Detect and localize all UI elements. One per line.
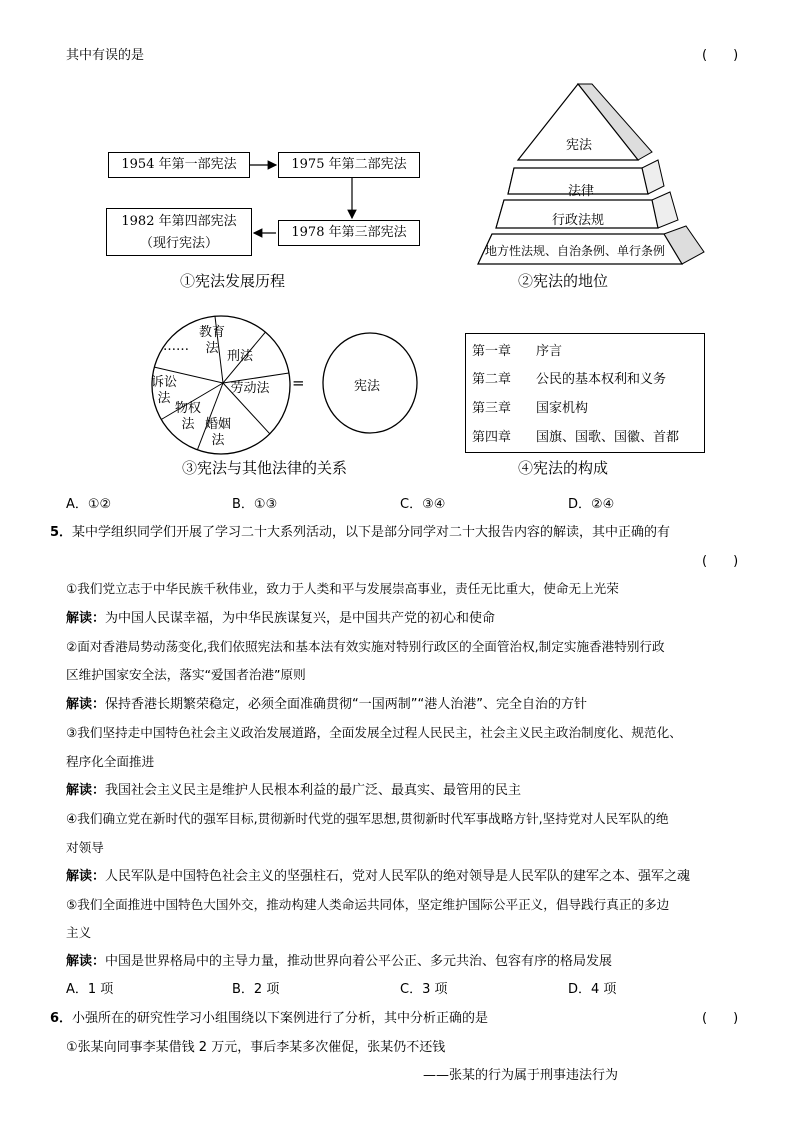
q5-item-text: ②面对香港局势动荡变化,我们依照宪法和基本法有效实施对特别行政区的全面管治权,制定实施香港特别行政 [66,639,665,654]
q4-answer-paren: ( ) [702,48,739,63]
q4-option-a[interactable]: A．①② [66,497,112,512]
interpretation-label: 解读： [66,611,106,626]
pie-slice-label: 诉讼法 [150,375,178,406]
q5-stem-text: 某中学组织同学们开展了学习二十大系列活动，以下是部分同学对二十大报告内容的解读，其中正确的有 [72,525,671,540]
pie-slice-label: 劳动法 [230,381,270,396]
chapter-number: 第一章 [472,344,512,359]
q5-item-text: 程序化全面推进 [66,754,155,769]
q4-option-b[interactable]: B．①③ [232,497,278,512]
chapter-title: 序言 [536,344,563,359]
chapter-number: 第四章 [472,430,512,445]
q5-item-text: 主义 [66,925,92,940]
q6-answer-paren: ( ) [702,1011,739,1026]
q4-stem: 其中有误的是 [66,48,145,63]
q6-number: 6． [50,1011,73,1026]
q5-option-d[interactable]: D．4 项 [568,982,617,997]
q6-case-1: ①张某向同事李某借钱 2 万元，事后李某多次催促，张某仍不还钱 [66,1040,446,1055]
caption-fig1: ①宪法发展历程 [180,272,286,290]
q5-interpretation [66,865,690,884]
q5-answer-paren: ( ) [702,554,739,569]
interpretation-text: 为中国人民谋幸福，为中华民族谋复兴，是中国共产党的初心和使命 [105,611,496,626]
q5-interpretation [66,693,587,712]
pyramid-label-1: 法律 [568,184,595,199]
box-1982-line2: （现行宪法） [139,236,218,251]
box-1982-line1: 1982 年第四部宪法 [121,214,237,229]
q5-item-text: ③我们坚持走中国特色社会主义政治发展道路，全面发展全过程人民民主，社会主义民主政治制度化、规范化、 [66,725,682,740]
q5-item-text: 区维护国家安全法，落实“爱国者治港”原则 [66,667,306,682]
q5-item-text: ④我们确立党在新时代的强军目标,贯彻新时代党的强军思想,贯彻新时代军事战略方针,坚持党对人民军队的绝 [66,811,669,826]
q5-item-text: ①我们党立志于中华民族千秋伟业，致力于人类和平与发展崇高事业，责任无比重大，使命无上光荣 [66,581,619,596]
equals-sign: = [292,374,305,392]
pie-slice-label: …… [163,339,189,354]
q5-interpretation [66,607,495,626]
caption-fig4: ④宪法的构成 [518,459,609,477]
pie-slice-label: 物权法 [174,401,202,432]
q6-stem-text: 小强所在的研究性学习小组围绕以下案例进行了分析，其中分析正确的是 [72,1011,489,1026]
pie-slice-label: 刑法 [226,349,254,364]
q6-analysis-1: ——张某的行为属于刑事违法行为 [423,1068,619,1083]
q5-interpretation [66,950,612,969]
q5-option-c[interactable]: C．3 项 [400,982,448,997]
interpretation-label: 解读： [66,697,106,712]
interpretation-text: 我国社会主义民主是维护人民根本利益的最广泛、最真实、最管用的民主 [105,783,522,798]
caption-fig3: ③宪法与其他法律的关系 [182,459,348,477]
q5-option-a[interactable]: A．1 项 [66,982,114,997]
pie-slice-label: 婚姻法 [204,417,232,448]
box-1954: 1954 年第一部宪法 [108,152,250,178]
pie-slice-label: 教育法 [198,325,226,356]
q5-option-b[interactable]: B．2 项 [232,982,280,997]
chapter-title: 国旗、国歌、国徽、首都 [536,430,680,445]
q6-stem [50,1007,488,1026]
q5-item-text: ⑤我们全面推进中国特色大国外交，推动构建人类命运共同体，坚定维护国际公平正义，倡导践行真正的多边 [66,897,670,912]
law-pie [146,310,296,460]
q5-item-text: 对领导 [66,840,104,855]
interpretation-label: 解读： [66,954,106,969]
q5-number: 5． [50,525,73,540]
pyramid-label-0: 宪法 [566,138,593,153]
interpretation-text: 保持香港长期繁荣稳定，必须全面准确贯彻“一国两制”“港人治港”、完全自治的方针 [105,697,587,712]
interpretation-label: 解读： [66,869,106,884]
chapter-title: 国家机构 [536,401,589,416]
constitution-circle-label: 宪法 [354,379,381,394]
box-1975: 1975 年第二部宪法 [278,152,420,178]
interpretation-label: 解读： [66,783,106,798]
q5-stem [50,521,670,540]
chapter-title: 公民的基本权利和义务 [536,372,667,387]
q5-interpretation [66,779,521,798]
pyramid-label-3: 地方性法规、自治条例、单行条例 [485,244,666,258]
q4-option-c[interactable]: C．③④ [400,497,446,512]
interpretation-text: 中国是世界格局中的主导力量，推动世界向着公平公正、多元共治、包容有序的格局发展 [105,954,613,969]
chapter-number: 第二章 [472,372,512,387]
pyramid-label-2: 行政法规 [552,213,605,228]
interpretation-text: 人民军队是中国特色社会主义的坚强柱石，党对人民军队的绝对领导是人民军队的建军之本、强军之魂 [105,869,691,884]
box-1978: 1978 年第三部宪法 [278,220,420,246]
q4-option-d[interactable]: D．②④ [568,497,615,512]
caption-fig2: ②宪法的地位 [518,272,609,290]
chapter-number: 第三章 [472,401,512,416]
